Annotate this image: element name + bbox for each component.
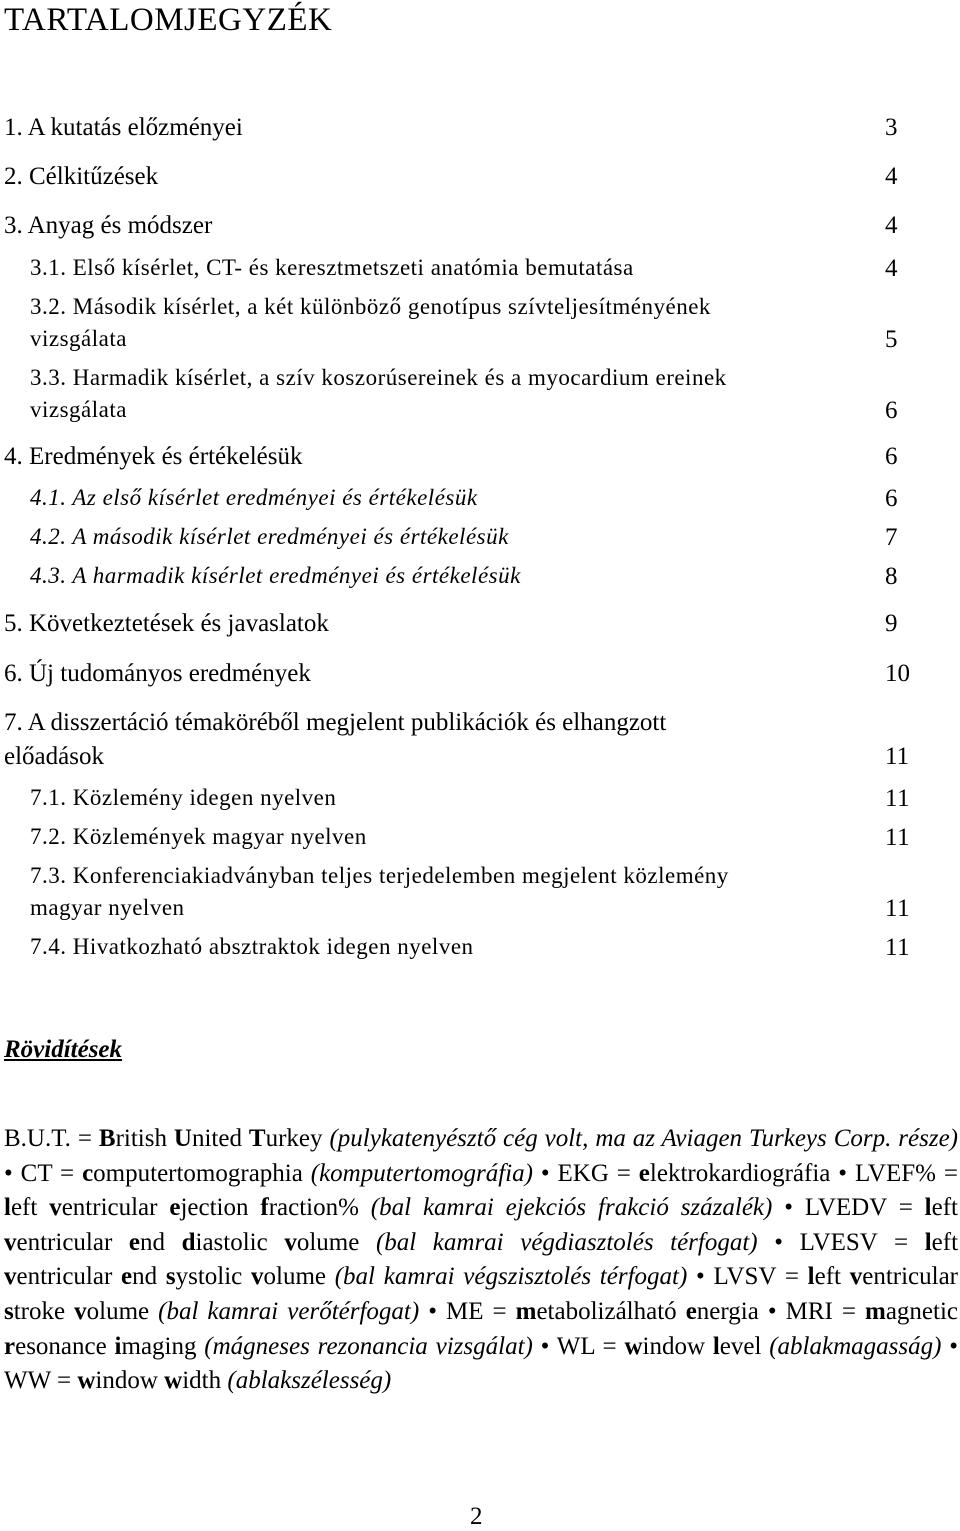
toc-entry	[0, 485, 960, 519]
bullet-separator: •	[757, 1228, 800, 1256]
abbreviations-list	[4, 1122, 958, 1399]
toc-entry-page: 6	[885, 443, 898, 470]
toc-entry-text: 7. A disszertáció témaköréből megjelent publikációk és elhangzott	[4, 709, 667, 736]
abbreviation-term: LVSV	[713, 1263, 777, 1291]
abbreviation-item: MRI = magnetic resonance imaging (mágneses rezonancia vizsgálat)	[4, 1297, 958, 1360]
toc-entry	[0, 610, 960, 644]
toc-entry-text: 4. Eredmények és értékelésük	[4, 443, 303, 470]
abbreviation-term: LVESV	[799, 1228, 878, 1256]
abbreviation-definition: metabolizálható energia	[515, 1297, 759, 1325]
abbreviation-definition: elektrokardiográfia	[638, 1159, 831, 1187]
bullet-separator: •	[830, 1159, 855, 1187]
abbreviation-note: (ablakszélesség)	[221, 1367, 392, 1395]
toc-entry-continuation	[0, 895, 960, 929]
toc-entry-text: 3.1. Első kísérlet, CT- és keresztmetszeti anatómia bemutatása	[30, 255, 634, 280]
abbreviation-definition: British United Turkey	[98, 1125, 323, 1152]
bullet-separator: •	[772, 1194, 805, 1222]
toc-entry-page: 6	[885, 397, 898, 424]
toc-entry-text: vizsgálata	[30, 397, 127, 422]
abbreviation-term: ME	[445, 1297, 484, 1325]
abbreviation-definition: left ventricular ejection fraction%	[4, 1194, 359, 1222]
abbreviation-definition: window level	[624, 1332, 762, 1360]
page-title: TARTALOMJEGYZÉK	[4, 2, 333, 38]
page-number: 2	[470, 1503, 483, 1530]
toc-entry-text: 1. A kutatás előzményei	[4, 114, 243, 141]
toc-entry-text: 5. Következtetések és javaslatok	[4, 610, 329, 637]
abbreviation-item: WW = window width (ablakszélesség)	[4, 1367, 392, 1395]
toc-entry-page: 11	[885, 895, 911, 922]
toc-entry-text: 4.2. A második kísérlet eredményei és értékelésük	[30, 524, 509, 549]
bullet-separator: •	[687, 1263, 714, 1291]
toc-entry-text: 3.2. Második kísérlet, a két különböző genotípus szívteljesítményének	[30, 294, 711, 319]
abbreviation-term: EKG	[557, 1159, 609, 1187]
abbreviation-item: EKG = elektrokardiográfia	[557, 1159, 831, 1187]
abbreviation-term: LVEDV	[804, 1194, 887, 1222]
abbreviation-item: WL = window level (ablakmagasság)	[556, 1332, 942, 1360]
toc-entry	[0, 294, 960, 328]
toc-entry	[0, 443, 960, 477]
abbreviation-term: LVEF%	[854, 1159, 936, 1187]
toc-entry-page: 11	[885, 743, 910, 770]
toc-entry-text: 4.1. Az első kísérlet eredményei és értékelésük	[30, 485, 478, 510]
toc-entry	[0, 365, 960, 399]
toc-entry-text: magyar nyelven	[30, 895, 185, 920]
abbreviation-note: (bal kamrai verőtérfogat)	[149, 1297, 420, 1325]
toc-entry-text: 7.2. Közlemények magyar nyelven	[30, 824, 367, 849]
abbreviation-definition: magnetic resonance imaging	[4, 1297, 958, 1360]
toc-entry-page: 4	[885, 212, 898, 239]
toc-entry-page: 11	[885, 824, 911, 851]
abbreviation-item: ME = metabolizálható energia	[445, 1297, 759, 1325]
bullet-separator: •	[419, 1297, 446, 1325]
abbreviations-heading: Rövidítések	[4, 1036, 123, 1063]
abbreviation-item: LVSV = left ventricular stroke volume (bal kamrai verőtérfogat)	[4, 1263, 958, 1325]
toc-entry	[0, 563, 960, 597]
toc-entry-page: 4	[885, 255, 898, 282]
toc-entry-page: 7	[885, 524, 898, 551]
toc-entry-text: 7.4. Hivatkozható absztraktok idegen nyelven	[30, 934, 474, 959]
toc-entry-page: 3	[885, 114, 898, 141]
toc-entry-page: 6	[885, 485, 898, 512]
toc-entry-page: 5	[885, 326, 898, 353]
bullet-separator: •	[532, 1159, 558, 1187]
abbreviation-term: CT	[20, 1159, 53, 1187]
abbreviation-note: (ablakmagasság)	[761, 1332, 942, 1360]
toc-entry-page: 10	[885, 660, 910, 687]
abbreviation-item: LVESV = left ventricular end systolic volume (bal kamrai végszisztolés térfogat)	[4, 1228, 959, 1291]
toc-entry	[0, 114, 960, 148]
abbreviation-item: LVEDV = left ventricular end diastolic volume (bal kamrai végdiasztolés térfogat)	[4, 1194, 958, 1256]
toc-entry	[0, 863, 960, 897]
toc-entry	[0, 934, 960, 968]
toc-entry-text: 6. Új tudományos eredmények	[4, 660, 311, 687]
toc-entry-text: 2. Célkitűzések	[4, 163, 159, 190]
toc-entry	[0, 709, 960, 743]
bullet-separator: •	[4, 1159, 21, 1187]
abbreviation-note: (bal kamrai végszisztolés térfogat)	[326, 1263, 688, 1291]
abbreviation-item: LVEF% = left ventricular ejection fraction% (bal kamrai ejekciós frakció százalék)	[4, 1159, 958, 1222]
abbreviation-term: MRI	[785, 1297, 833, 1325]
toc-entry	[0, 212, 960, 246]
abbreviation-definition: left ventricular end systolic volume	[4, 1228, 959, 1291]
toc-entry-page: 4	[885, 163, 898, 190]
abbreviation-term: WW	[4, 1367, 51, 1395]
toc-entry-text: előadások	[4, 743, 104, 770]
bullet-separator: •	[941, 1332, 958, 1360]
abbreviation-definition: computertomographia	[82, 1159, 303, 1187]
abbreviation-term: WL	[556, 1332, 595, 1360]
abbreviation-note: (pulykatenyésztő cég volt, ma az Aviagen Turkeys Corp. része)	[322, 1125, 958, 1152]
toc-entry-page: 9	[885, 610, 898, 637]
toc-entry-text: vizsgálata	[30, 326, 127, 351]
abbreviation-definition: left ventricular stroke volume	[4, 1263, 958, 1325]
toc-entry-text: 3.3. Harmadik kísérlet, a szív koszorúsereinek és a myocardium ereinek	[30, 365, 727, 390]
toc-entry-text: 7.3. Konferenciakiadványban teljes terjedelemben megjelent közlemény	[30, 863, 729, 888]
toc-entry	[0, 785, 960, 819]
abbreviation-note: (bal kamrai végdiasztolés térfogat)	[359, 1228, 758, 1256]
toc-entry	[0, 824, 960, 858]
abbreviation-definition: left ventricular end diastolic volume	[4, 1194, 958, 1256]
bullet-separator: •	[758, 1297, 786, 1325]
toc-entry-continuation	[0, 743, 960, 777]
abbreviation-item: CT = computertomographia (komputertomográfia)	[20, 1159, 533, 1187]
abbreviation-item: B.U.T. = British United Turkey (pulykatenyésztő cég volt, ma az Aviagen Turkeys Corp. része)	[4, 1125, 958, 1152]
bullet-separator: •	[532, 1332, 557, 1360]
abbreviation-definition: window width	[77, 1367, 222, 1395]
toc-entry	[0, 660, 960, 694]
toc-entry	[0, 163, 960, 197]
toc-entry	[0, 524, 960, 558]
toc-entry	[0, 255, 960, 289]
toc-entry-page: 11	[885, 785, 911, 812]
abbreviation-note: (bal kamrai ejekciós frakció százalék)	[358, 1194, 773, 1222]
toc-entry-text: 4.3. A harmadik kísérlet eredményei és értékelésük	[30, 563, 521, 588]
toc-entry-continuation	[0, 326, 960, 360]
toc-entry-page: 11	[885, 934, 911, 961]
abbreviation-note: (komputertomográfia)	[302, 1159, 533, 1187]
abbreviation-note: (mágneses rezonancia vizsgálat)	[196, 1332, 533, 1360]
toc-entry-text: 3. Anyag és módszer	[4, 212, 213, 239]
toc-entry-continuation	[0, 397, 960, 431]
abbreviation-term: B.U.T.	[4, 1125, 71, 1152]
toc-entry-text: 7.1. Közlemény idegen nyelven	[30, 785, 337, 810]
toc-entry-page: 8	[885, 563, 898, 590]
